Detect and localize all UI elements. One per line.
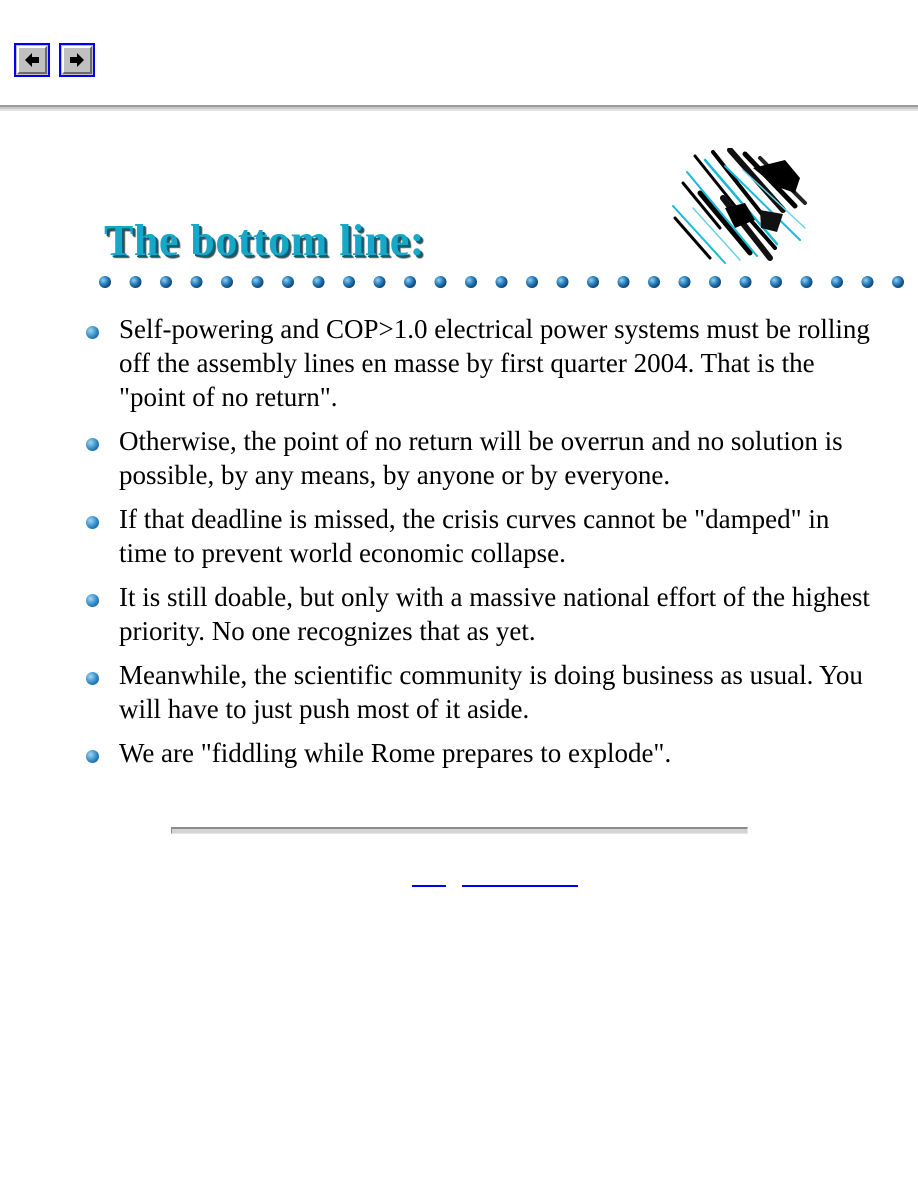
divider-dot: [465, 276, 477, 288]
divider-dot: [618, 276, 630, 288]
divider-dot: [404, 276, 416, 288]
divider-dot: [770, 276, 782, 288]
divider-dot: [709, 276, 721, 288]
divider-dot: [160, 276, 172, 288]
top-horizontal-rule: [0, 105, 918, 111]
divider-dot: [130, 276, 142, 288]
bullet-text: If that deadline is missed, the crisis curves cannot be "damped" in time to prevent world economic collapse.: [119, 504, 830, 568]
divider-dot: [496, 276, 508, 288]
bullet-icon: [86, 326, 99, 339]
divider-dot: [679, 276, 691, 288]
arrow-left-icon: [24, 52, 40, 68]
next-slide-button[interactable]: [59, 43, 95, 77]
previous-slide-button[interactable]: [14, 43, 50, 77]
divider-dot: [801, 276, 813, 288]
bullet-icon: [86, 594, 99, 607]
bullet-icon: [86, 750, 99, 763]
bottom-horizontal-rule: [171, 827, 748, 834]
bullet-text: Self-powering and COP>1.0 electrical power systems must be rolling off the assembly lines en masse by first quarter 2004. That is the "point of no return".: [119, 314, 870, 412]
divider-dot: [435, 276, 447, 288]
divider-dot: [648, 276, 660, 288]
divider-dot: [99, 276, 111, 288]
bullet-icon: [86, 438, 99, 451]
bullet-icon: [86, 672, 99, 685]
divider-dot: [252, 276, 264, 288]
bullet-list: [84, 312, 874, 770]
divider-dot: [343, 276, 355, 288]
divider-dot: [892, 276, 904, 288]
bullet-text: We are "fiddling while Rome prepares to explode".: [119, 738, 672, 768]
list-item: [84, 658, 874, 726]
dotted-divider: [96, 274, 918, 290]
abstract-streaks-graphic: [665, 148, 810, 266]
bullet-text: Otherwise, the point of no return will be overrun and no solution is possible, by any means, by anyone or by everyone.: [119, 426, 843, 490]
bullet-text: It is still doable, but only with a massive national effort of the highest priority. No one recognizes that as yet.: [119, 582, 870, 646]
bullet-icon: [86, 516, 99, 529]
slide-title: The bottom line:: [104, 216, 425, 265]
divider-dot: [191, 276, 203, 288]
list-item: [84, 736, 874, 770]
divider-dot: [557, 276, 569, 288]
divider-dot: [282, 276, 294, 288]
divider-dot: [374, 276, 386, 288]
list-item: [84, 580, 874, 648]
list-item: [84, 424, 874, 492]
divider-dot: [221, 276, 233, 288]
divider-dot: [740, 276, 752, 288]
divider-dot: [587, 276, 599, 288]
list-item: [84, 312, 874, 414]
divider-dot: [831, 276, 843, 288]
footer-link-short[interactable]: [412, 884, 446, 887]
divider-dot: [862, 276, 874, 288]
arrow-right-icon: [69, 52, 85, 68]
footer-link-long[interactable]: [462, 884, 578, 887]
bullet-text: Meanwhile, the scientific community is doing business as usual. You will have to just push most of it aside.: [119, 660, 863, 724]
divider-dot: [313, 276, 325, 288]
list-item: [84, 502, 874, 570]
divider-dot: [526, 276, 538, 288]
